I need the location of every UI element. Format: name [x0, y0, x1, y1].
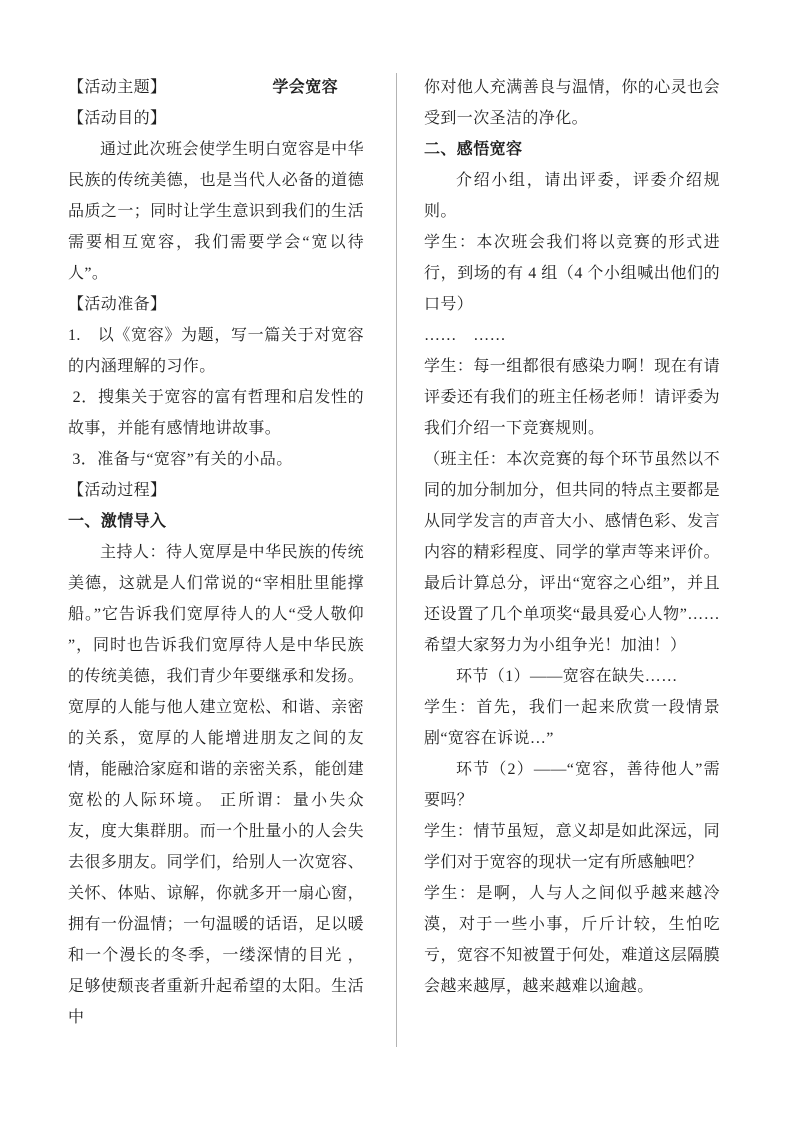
right-column	[424, 72, 720, 1002]
activity-theme-label: 【活动主题】	[68, 79, 167, 96]
section-heading-goal: 【活动目的】	[68, 110, 167, 127]
document-body	[68, 72, 720, 1033]
paragraph-judges-intro: 介绍小组，请出评委，评委介绍规则。	[424, 172, 720, 220]
paragraph-stage-1: 环节（1）——宽容在缺失……	[456, 668, 678, 685]
paragraph-student-drama: 学生：首先，我们一起来欣赏一段情景剧“宽容在诉说…”	[424, 699, 720, 747]
paragraph-host-intro: 主持人：待人宽厚是中华民族的传统美德，这就是人们常说的“宰相肚里能撑船。”它告诉我们宽厚待人的人“受人敬仰 ”，同时也告诉我们宽厚待人是中华民族的传统美德，我们青少年要继承和发扬。宽厚的人能与他人建立宽松、和谐、亲密的关系，宽厚的人能增进朋友之间的友情，能融洽家庭和谐的亲密关系，能创建宽松的人际环境。 正所谓：量小失众友，度大集群朋。而一个肚量小的人会失去很多朋友。同学们，给别人一次宽容、关怀、体贴、谅解，你就多开一扇心窗，拥有一份温情；一句温暖的话语，足以暖和一个漫长的冬季，一缕深情的目光 ，足够使颓丧者重新升起希望的太阳。生活中	[68, 544, 369, 1026]
paragraph-student-coldness: 学生：是啊，人与人之间似乎越来越冷漠，对于一些小事，斤斤计较，生怕吃亏，宽容不知被置于何处，难道这层隔膜会越来越厚，越来越难以逾越。	[424, 885, 720, 995]
paragraph-continuation: 你对他人充满善良与温情，你的心灵也会受到一次圣洁的净化。	[424, 79, 720, 127]
paragraph-student-reflection: 学生：情节虽短，意义却是如此深远，同学们对于宽容的现状一定有所感触吧？	[424, 823, 720, 871]
left-column	[68, 72, 369, 1033]
document-title: 学会宽容	[272, 79, 339, 96]
section-heading-preparation: 【活动准备】	[68, 296, 167, 313]
section-heading-process: 【活动过程】	[68, 482, 167, 499]
paragraph-ellipsis: …… ……	[424, 327, 506, 344]
list-item-1: 1. 以《宽容》为题，写一篇关于对宽容的内涵理解的习作。	[68, 327, 364, 375]
paragraph-goal: 通过此次班会使学生明白宽容是中华民族的传统美德，也是当代人必备的道德品质之一；同时让学生意识到我们的生活需要相互宽容，我们需要学会“宽以待人”。	[68, 141, 364, 282]
subheading-part-one: 一、激情导入	[68, 513, 167, 530]
paragraph-student-teacher: 学生：每一组都很有感染力啊！现在有请评委还有我们的班主任杨老师！请评委为我们介绍一下竞赛规则。	[424, 358, 720, 437]
subheading-part-two: 二、感悟宽容	[424, 141, 523, 158]
activity-theme-line	[68, 72, 364, 103]
paragraph-student-groups: 学生：本次班会我们将以竞赛的形式进行，到场的有 4 组（4 个小组喊出他们的口号）	[424, 234, 720, 313]
list-item-2: 2．搜集关于宽容的富有哲理和启发性的故事，并能有感情地讲故事。	[68, 389, 365, 437]
list-item-3: 3．准备与“宽容”有关的小品。	[68, 451, 293, 468]
paragraph-teacher-rules: （班主任：本次竞赛的每个环节虽然以不同的加分制加分，但共同的特点主要都是从同学发言的声音大小、感情色彩、发言内容的精彩程度、同学的掌声等来评价。最后计算总分，评出“宽容之心组”，并且还设置了几个单项奖“最具爱心人物”……希望大家努力为小组争光！加油！）	[424, 451, 720, 654]
paragraph-stage-2: 环节（2）——“宽容，善待他人”需要吗？	[424, 761, 720, 809]
